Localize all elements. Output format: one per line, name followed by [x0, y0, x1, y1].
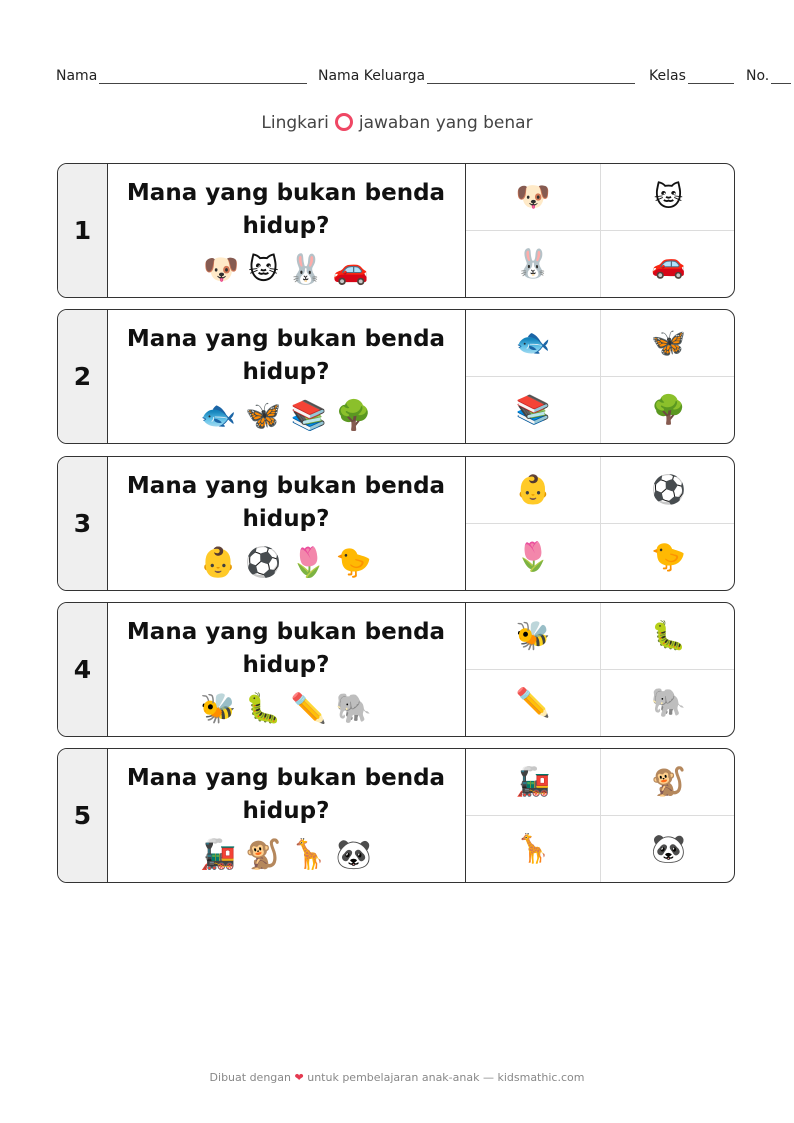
answer-option[interactable]: 🦒 — [466, 816, 601, 883]
question-picture-icon: 🐰 — [287, 252, 324, 286]
number-label: No. — [746, 68, 770, 84]
footer — [0, 1071, 794, 1084]
question-area — [107, 749, 466, 882]
question-number: 2 — [58, 310, 108, 443]
name-field[interactable] — [56, 68, 307, 84]
answer-option[interactable]: 🐝 — [466, 603, 601, 670]
answer-options — [466, 603, 735, 736]
question-card — [57, 456, 735, 591]
family-name-label: Nama Keluarga — [318, 68, 426, 84]
answer-option[interactable]: 🦋 — [601, 310, 735, 377]
question-card — [57, 309, 735, 444]
answer-option[interactable]: 🐛 — [601, 603, 735, 670]
answer-option[interactable]: ✏️ — [466, 670, 601, 737]
answer-option[interactable]: 🚂 — [466, 749, 601, 816]
answer-option[interactable]: 🐘 — [651, 686, 686, 720]
question-icons — [107, 252, 465, 286]
question-picture-icon: 🐤 — [335, 545, 372, 579]
question-icons — [107, 398, 465, 432]
answer-options — [466, 310, 735, 443]
instruction-text-before: Lingkari — [261, 113, 329, 133]
name-label: Nama — [56, 68, 98, 84]
question-picture-icon: 📚 — [290, 398, 327, 432]
class-line[interactable] — [688, 68, 734, 84]
question-number: 3 — [58, 457, 108, 590]
answer-option[interactable]: ⚽ — [601, 457, 735, 524]
name-line[interactable] — [99, 68, 307, 84]
answer-option[interactable]: 🐤 — [651, 540, 686, 574]
answer-options — [466, 749, 735, 882]
answer-option[interactable]: 🐼 — [651, 832, 686, 866]
answer-option[interactable]: 🐒 — [601, 749, 735, 816]
question-picture-icon: 🐘 — [335, 691, 372, 725]
answer-option[interactable]: 🐶 — [466, 164, 601, 231]
question-icons — [107, 691, 465, 725]
answer-option[interactable]: 🌳 — [651, 393, 686, 427]
circle-icon — [335, 113, 353, 131]
answer-option[interactable]: 🌷 — [466, 524, 601, 591]
question-picture-icon: 🦋 — [245, 398, 282, 432]
question-area — [107, 603, 466, 736]
question-picture-icon: 👶 — [200, 545, 237, 579]
question-text: Mana yang bukan benda hidup? — [126, 619, 446, 678]
question-text: Mana yang bukan benda hidup? — [126, 765, 446, 824]
answer-option[interactable]: 🐱 — [601, 164, 735, 231]
instruction — [0, 113, 794, 133]
footer-text-after: untuk pembelajaran anak-anak — kidsmathic.com — [307, 1071, 585, 1084]
question-picture-icon: 🐝 — [200, 691, 237, 725]
question-picture-icon: 🌳 — [335, 398, 372, 432]
question-icons — [107, 545, 465, 579]
question-icons — [107, 837, 465, 871]
question-picture-icon: 🐼 — [335, 837, 372, 871]
family-name-field[interactable] — [318, 68, 635, 84]
number-line[interactable] — [771, 68, 791, 84]
answer-option[interactable]: 👶 — [466, 457, 601, 524]
class-field[interactable] — [649, 68, 734, 84]
answer-options — [466, 164, 735, 297]
question-picture-icon: ✏️ — [290, 691, 327, 725]
question-picture-icon: 🐒 — [245, 837, 282, 871]
question-number: 5 — [58, 749, 108, 882]
answer-options — [466, 457, 735, 590]
question-area — [107, 164, 466, 297]
question-card — [57, 748, 735, 883]
instruction-text-after: jawaban yang benar — [358, 113, 533, 133]
answer-option[interactable]: 🚗 — [651, 247, 686, 281]
question-picture-icon: 🚂 — [200, 837, 237, 871]
family-name-line[interactable] — [427, 68, 635, 84]
question-card — [57, 602, 735, 737]
question-text: Mana yang bukan benda hidup? — [126, 326, 446, 385]
question-picture-icon: 🐟 — [200, 398, 237, 432]
heart-icon: ❤ — [294, 1071, 304, 1084]
worksheet-header — [56, 68, 794, 88]
footer-text-before: Dibuat dengan — [209, 1071, 291, 1084]
answer-option[interactable]: 📚 — [466, 377, 601, 444]
answer-option[interactable]: 🐰 — [466, 231, 601, 298]
question-picture-icon: 🚗 — [332, 252, 369, 286]
question-picture-icon: 🐛 — [245, 691, 282, 725]
answer-option[interactable]: 🐟 — [466, 310, 601, 377]
question-picture-icon: 🐱 — [248, 252, 279, 286]
question-text: Mana yang bukan benda hidup? — [126, 180, 446, 239]
question-picture-icon: ⚽ — [245, 545, 282, 579]
question-card — [57, 163, 735, 298]
question-picture-icon: 🐶 — [203, 252, 240, 286]
number-field[interactable] — [746, 68, 791, 84]
question-number: 1 — [58, 164, 108, 297]
question-number: 4 — [58, 603, 108, 736]
class-label: Kelas — [649, 68, 686, 84]
question-text: Mana yang bukan benda hidup? — [126, 473, 446, 532]
question-area — [107, 457, 466, 590]
question-area — [107, 310, 466, 443]
question-picture-icon: 🦒 — [290, 837, 327, 871]
question-picture-icon: 🌷 — [290, 545, 327, 579]
